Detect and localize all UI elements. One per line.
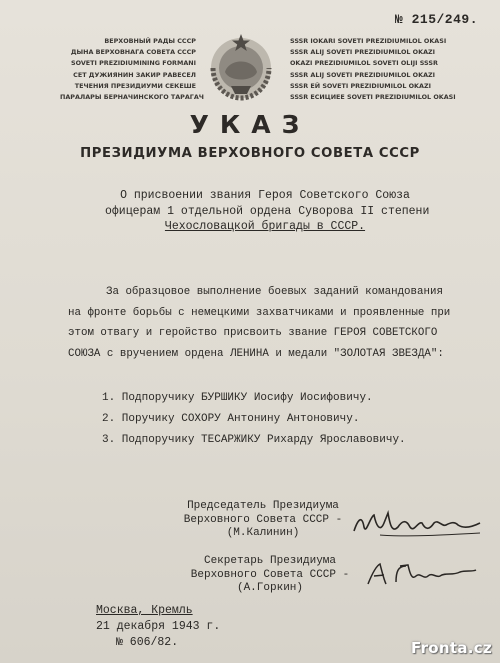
header-left-line: СЕТ ДУЖИЯНИН ЗАКИР РАВЕСЕЛ xyxy=(73,70,196,79)
registration-number: № 606/82. xyxy=(116,636,179,649)
document-number: № 215/249. xyxy=(394,12,478,27)
chairman-handwritten-signature xyxy=(350,505,485,541)
secretary-handwritten-signature xyxy=(362,558,480,592)
header-right-line: OKAZI PREZIDIUMILOL SOVETI OLIJI SSSR xyxy=(290,59,438,68)
awardee-list xyxy=(102,388,482,451)
decree-subject-line: Чехословацкой бригады в СССР. xyxy=(164,220,366,233)
watermark: Fronta.cz xyxy=(411,639,492,657)
decree-subject-line: О присвоении звания Героя Советского Союза xyxy=(120,189,410,202)
header-left-line: ДЫНА ВЕРХОВНАГА СОВЕТА СССР xyxy=(70,48,196,57)
place-date-block xyxy=(96,603,220,651)
document-subtitle: ПРЕЗИДИУМА ВЕРХОВНОГО СОВЕТА СССР xyxy=(80,146,420,161)
list-item: 2. Поручику СОХОРУ Антонину Антоновичу. xyxy=(102,413,360,425)
place-line: Москва, Кремль xyxy=(96,604,193,617)
decree-body-line: на фронте борьбы с немецкими захватчиками и проявленные при xyxy=(68,306,451,319)
header-right-block xyxy=(290,36,480,103)
decree-body xyxy=(68,282,478,364)
list-item: 3. Подпоручику ТЕСАРЖИКУ Рихарду Ярославовичу. xyxy=(102,434,406,446)
decree-body-line: этом отвагу и геройство присвоить звание ГЕРОЯ СОВЕТСКОГО xyxy=(68,327,438,339)
header-left-line: ТЕЧЕНИЯ ПРЕЗИДИУМИ СЕКЕШЕ xyxy=(74,81,196,90)
chairman-title-line: Председатель Президиума xyxy=(187,500,339,512)
decree-subject xyxy=(105,188,430,235)
secretary-name: (А.Горкин) xyxy=(236,582,303,594)
list-item: 1. Подпоручику БУРШИКУ Иосифу Иосифовичу. xyxy=(102,392,373,404)
header-left-line: ПАРАЛАРЫ БЕРНАЧИНСКОГО ТАРАГАЧ xyxy=(60,93,204,102)
decree-body-line: За образцовое выполнение боевых заданий командования xyxy=(106,286,443,298)
chairman-title-line: Верховного Совета СССР - xyxy=(183,513,343,526)
date-line: 21 декабря 1943 г. xyxy=(96,620,221,633)
decree-body-line: СОЮЗА с вручением ордена ЛЕНИНА и медали "ЗОЛОТАЯ ЗВЕЗДА": xyxy=(68,347,444,360)
document-title: УКАЗ xyxy=(189,110,311,139)
chairman-signature-block xyxy=(178,500,348,541)
header-right-line: SSSR ALIJ SOVETI PREZIDIUMILOL OKAZI xyxy=(290,48,436,57)
header-left-line: ВЕРХОВНЫЙ РАДЫ СССР xyxy=(104,37,196,45)
header-right-line: SSSR ЕСИЦИЕЕ SOVETI PREZIDIUMILOL OKASI xyxy=(290,93,456,102)
soviet-state-emblem-icon xyxy=(203,28,279,104)
decree-subject-line: офицерам 1 отдельной ордена Суворова II степени xyxy=(105,204,430,218)
header-right-line: SSSR IOKARI SOVETI PREZIDIUMILOL OKASI xyxy=(290,37,447,45)
header-right-line: SSSR ALIJ SOVETI PREZIDIUMILOL OKAZI xyxy=(290,70,436,79)
secretary-title-line: Верховного Совета СССР - xyxy=(190,568,350,581)
secretary-signature-block xyxy=(185,555,355,596)
header-left-block xyxy=(60,36,204,103)
header-left-line: SOVETI PREZIDIUMINING FORMANI xyxy=(70,59,196,68)
secretary-title-line: Секретарь Президиума xyxy=(203,555,337,567)
chairman-name: (М.Калинин) xyxy=(226,527,300,539)
header-right-line: SSSR ЕЙ SOVETI PREZIDIUMILOL OKAZI xyxy=(290,81,431,90)
